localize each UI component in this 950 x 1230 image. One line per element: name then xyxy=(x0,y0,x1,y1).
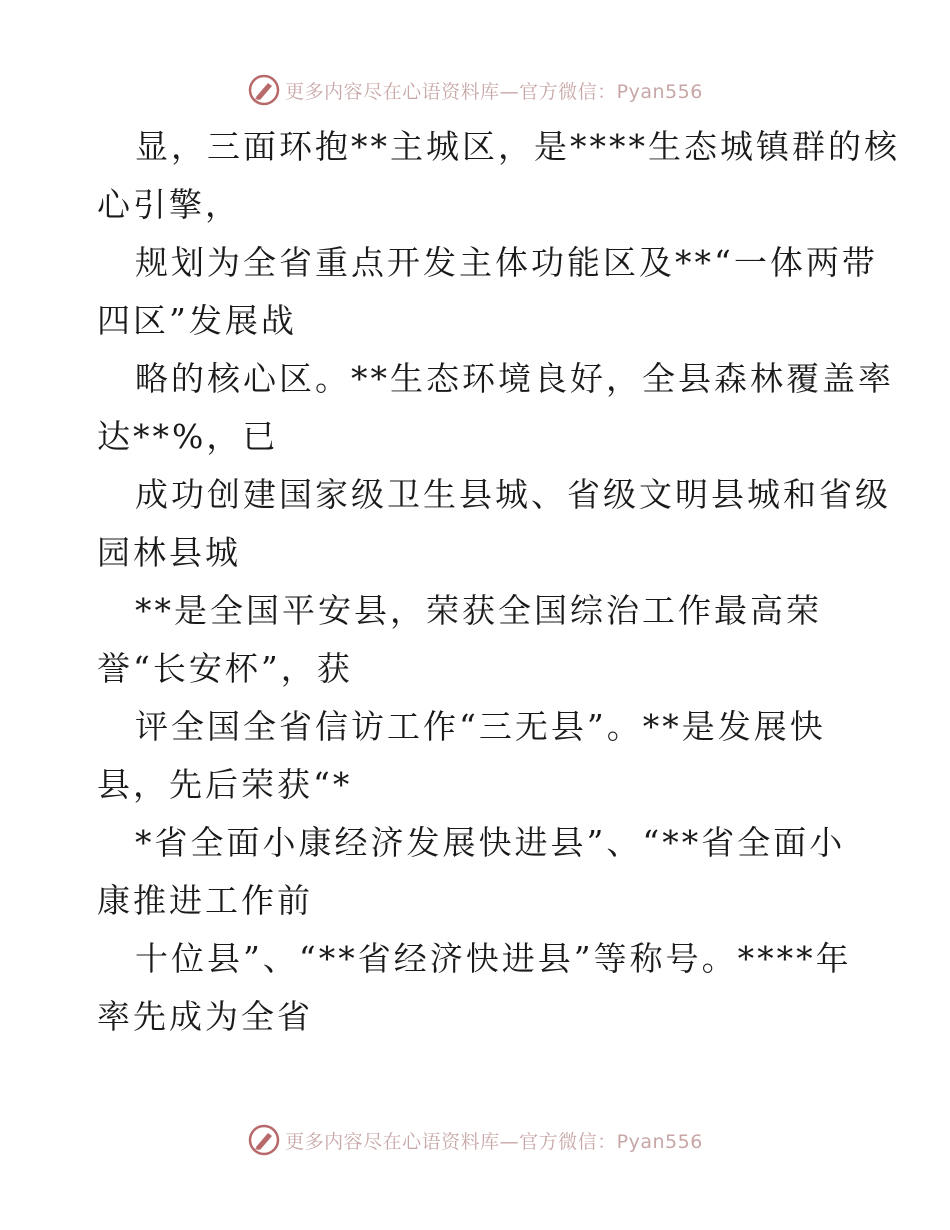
text-line: 成功创建国家级卫生县城、省级文明县城和省级 xyxy=(135,475,891,514)
text-line: 誉“长安杯”，获 xyxy=(97,649,353,688)
text-line: 县，先后荣获“* xyxy=(97,765,353,804)
text-line: 显，三面环抱**主城区，是****生态城镇群的核 xyxy=(135,127,900,166)
text-line: 四区”发展战 xyxy=(97,301,297,340)
text-line: 规划为全省重点开发主体功能区及**“一体两带 xyxy=(135,243,878,282)
text-line: 略的核心区。**生态环境良好，全县森林覆盖率 xyxy=(135,359,894,398)
brand-logo-icon xyxy=(247,73,281,107)
document-body xyxy=(97,118,900,1046)
text-line: 评全国全省信访工作“三无县”。**是发展快 xyxy=(135,707,826,746)
footer-watermark xyxy=(0,1120,950,1160)
watermark-text: 更多内容尽在心语资料库—官方微信：Pyan556 xyxy=(285,1130,703,1153)
text-line: 率先成为全省 xyxy=(97,997,313,1036)
text-line: 达**%，已 xyxy=(97,417,279,456)
header-watermark xyxy=(0,70,950,110)
text-line: *省全面小康经济发展快进县”、“**省全面小 xyxy=(135,823,846,862)
watermark-text: 更多内容尽在心语资料库—官方微信：Pyan556 xyxy=(285,80,703,103)
text-line: 十位县”、“**省经济快进县”等称号。****年 xyxy=(135,939,852,978)
text-line: 园林县城 xyxy=(97,533,241,572)
text-line: 康推进工作前 xyxy=(97,881,313,920)
brand-logo-icon xyxy=(247,1123,281,1157)
text-line: **是全国平安县，荣获全国综治工作最高荣 xyxy=(135,591,822,630)
text-line: 心引擎， xyxy=(97,185,241,224)
